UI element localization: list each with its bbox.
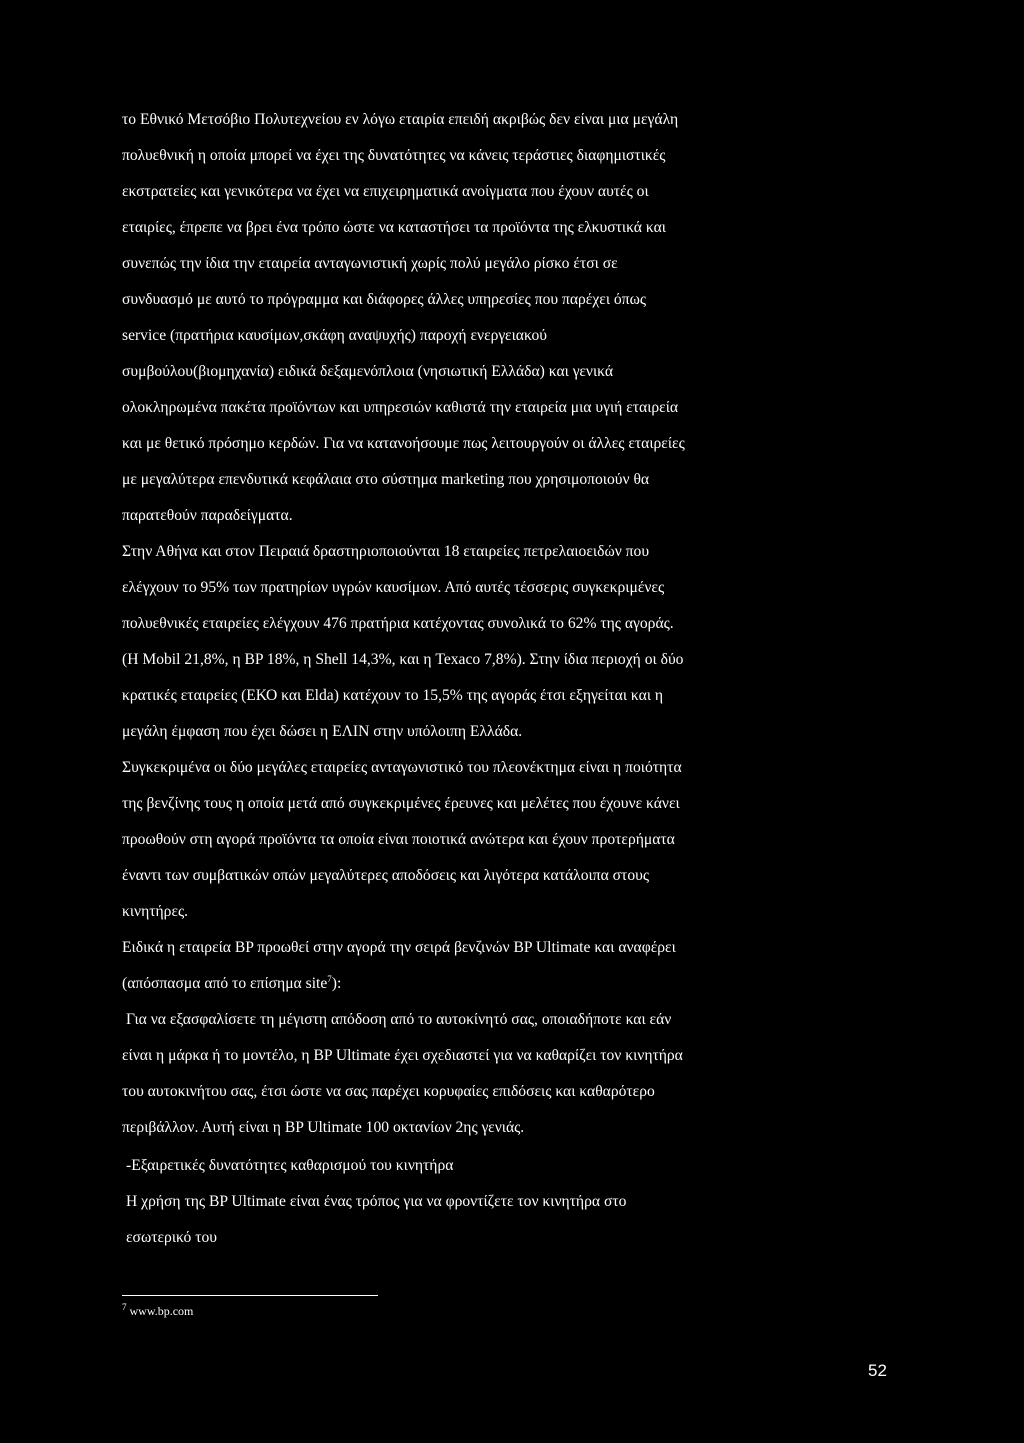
footnote-divider: [122, 1295, 378, 1296]
quote-line: του αυτοκινήτου σας, έτσι ώστε να σας παρέχει κορυφαίες επιδόσεις και καθαρότερο: [122, 1083, 655, 1100]
text-line: συνδυασμό με αυτό το πρόγραμμα και διάφορες άλλες υπηρεσίες που παρέχει όπως: [122, 291, 647, 308]
quote-line: περιβάλλον. Αυτή είναι η BP Ultimate 100 οκτανίων 2ης γενιάς.: [122, 1119, 525, 1136]
text-line: Συγκεκριμένα οι δύο μεγάλες εταιρείες ανταγωνιστικό του πλεονέκτημα είναι η ποιότητα: [122, 759, 682, 776]
footnote-marker: 7: [122, 1302, 127, 1312]
text-line: το Εθνικό Μετσόβιο Πολυτεχνείου εν λόγω εταιρία επειδή ακριβώς δεν είναι μια μεγάλη: [122, 111, 679, 128]
text-fragment: ):: [331, 975, 342, 992]
text-line: προωθούν στη αγορά προϊόντα τα οποία είναι ποιοτικά ανώτερα και έχουν προτερήματα: [122, 831, 675, 848]
quote-line: εσωτερικό του: [126, 1229, 218, 1246]
quote-line: Για να εξασφαλίσετε τη μέγιστη απόδοση από το αυτοκίνητό σας, οποιαδήποτε και εάν: [126, 1011, 672, 1028]
page-number: 52: [868, 1361, 887, 1380]
footnote: [122, 1303, 193, 1319]
text-line: μεγάλη έμφαση που έχει δώσει η ΕΛΙΝ στην υπόλοιπη Ελλάδα.: [122, 723, 523, 740]
text-line: με μεγαλύτερα επενδυτικά κεφάλαια στο σύστημα marketing που χρησιμοποιούν θα: [122, 471, 650, 488]
footnote-reference: 7: [327, 973, 332, 984]
text-line: κρατικές εταιρείες (ΕΚΟ και Elda) κατέχουν το 15,5% της αγοράς έτσι εξηγείται και η: [122, 687, 664, 704]
quote-line: Η χρήση της BP Ultimate είναι ένας τρόπος για να φροντίζετε τον κινητήρα στο: [126, 1193, 627, 1210]
text-line: ολοκληρωμένα πακέτα προϊόντων και υπηρεσιών καθιστά την εταιρεία μια υγιή εταιρεία: [122, 399, 679, 416]
quote-line: -Εξαιρετικές δυνατότητες καθαρισμού του κινητήρα: [126, 1157, 454, 1174]
text-line: παρατεθούν παραδείγματα.: [122, 507, 293, 524]
text-line: Ειδικά η εταιρεία BP προωθεί στην αγορά την σειρά βενζινών BP Ultimate και αναφέρει: [122, 939, 676, 956]
text-line: συνεπώς την ίδια την εταιρεία ανταγωνιστική χωρίς πολύ μεγάλο ρίσκο έτσι σε: [122, 255, 618, 272]
text-line: Στην Αθήνα και στον Πειραιά δραστηριοποιούνται 18 εταιρείες πετρελαιοειδών που: [122, 543, 650, 560]
text-line: εκστρατείες και γενικότερα να έχει να επιχειρηματικά ανοίγματα που έχουν αυτές οι: [122, 183, 649, 200]
text-line: πολυεθνική η οποία μπορεί να έχει της δυνατότητες να κάνεις τεράστιες διαφημιστικές: [122, 147, 666, 164]
text-line: ελέγχουν το 95% των πρατηρίων υγρών καυσίμων. Από αυτές τέσσερις συγκεκριμένες: [122, 579, 665, 596]
text-line: έναντι των συμβατικών οπών μεγαλύτερες αποδόσεις και λιγότερα κατάλοιπα στους: [122, 867, 650, 884]
quote-line: είναι η μάρκα ή το μοντέλο, η BP Ultimate έχει σχεδιαστεί για να καθαρίζει τον κινητήρα: [122, 1047, 683, 1064]
text-line: συμβούλου(βιομηχανία) ειδικά δεξαμενόπλοια (νησιωτική Ελλάδα) και γενικά: [122, 363, 614, 380]
footnote-text: www.bp.com: [126, 1304, 194, 1318]
text-line: κινητήρες.: [122, 903, 189, 920]
text-line: και με θετικό πρόσημο κερδών. Για να κατανοήσουμε πως λειτουργούν οι άλλες εταιρείες: [122, 435, 685, 452]
text-line-with-footnote-ref: [122, 974, 341, 994]
text-line: (Η Mobil 21,8%, η BP 18%, η Shell 14,3%, και η Texaco 7,8%). Στην ίδια περιοχή οι δύο: [122, 651, 684, 668]
text-line: εταιρίες, έπρεπε να βρει ένα τρόπο ώστε να καταστήσει τα προϊόντα της ελκυστικά και: [122, 219, 666, 236]
text-line: service (πρατήρια καυσίμων,σκάφη αναψυχής) παροχή ενεργειακού: [122, 327, 547, 344]
text-line: πολυεθνικές εταιρείες ελέγχουν 476 πρατήρια κατέχοντας συνολικά το 62% της αγοράς.: [122, 615, 674, 632]
text-fragment: (απόσπασμα από το επίσημα site: [122, 975, 328, 992]
text-line: της βενζίνης τους η οποία μετά από συγκεκριμένες έρευνες και μελέτες που έχουνε κάνει: [122, 795, 680, 812]
